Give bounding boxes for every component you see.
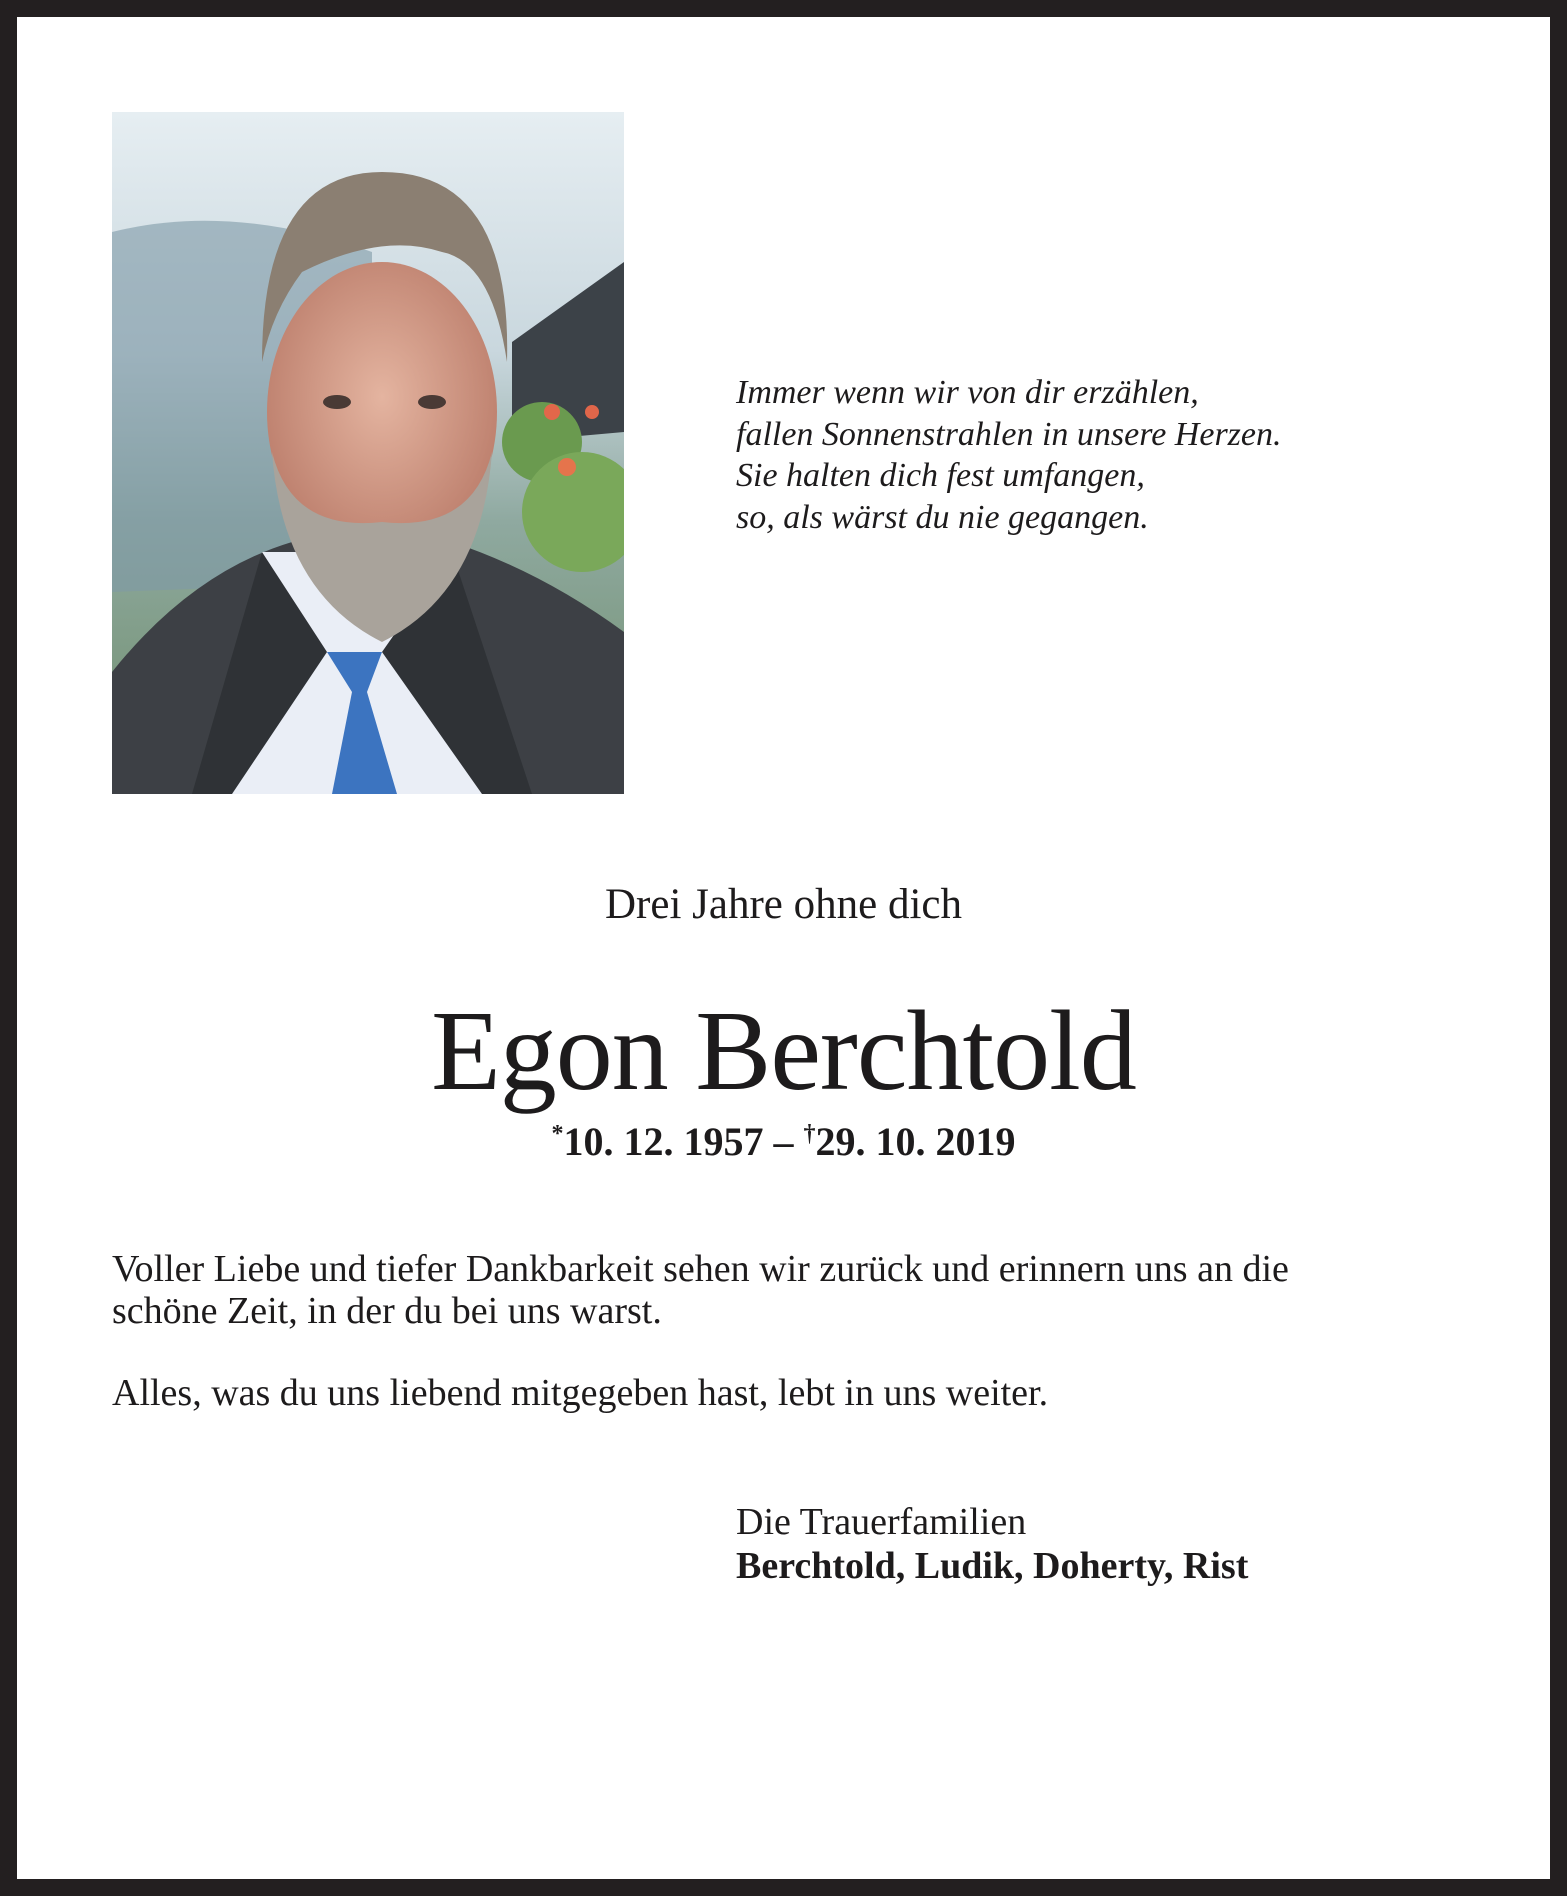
poem-line: Immer wenn wir von dir erzählen,	[736, 374, 1199, 411]
body-text	[112, 1248, 1289, 1454]
portrait-photo	[112, 112, 624, 794]
paragraph	[112, 1248, 1289, 1332]
date-separator: –	[763, 1119, 804, 1164]
poem	[736, 372, 1282, 538]
life-dates	[0, 1118, 1567, 1165]
deceased-name: Egon Berchtold	[431, 987, 1136, 1114]
body-line: schöne Zeit, in der du bei uns warst.	[112, 1290, 662, 1332]
birth-symbol: *	[551, 1121, 564, 1147]
paragraph: Alles, was du uns liebend mitgegeben hast, lebt in uns weiter.	[112, 1372, 1049, 1414]
poem-line: Sie halten dich fest umfangen,	[736, 457, 1145, 494]
birth-date: 10. 12. 1957	[563, 1119, 764, 1164]
signature-intro: Die Trauerfamilien	[736, 1501, 1027, 1543]
death-date: 29. 10. 2019	[815, 1119, 1016, 1164]
death-symbol: †	[803, 1121, 816, 1147]
subtitle: Drei Jahre ohne dich	[605, 881, 962, 928]
signature	[736, 1500, 1248, 1588]
body-line: Voller Liebe und tiefer Dankbarkeit sehen wir zurück und erinnern uns an die	[112, 1248, 1289, 1290]
poem-line: so, als wärst du nie gegangen.	[736, 498, 1149, 536]
poem-line: fallen Sonnenstrahlen in unsere Herzen.	[736, 415, 1282, 453]
signature-families: Berchtold, Ludik, Doherty, Rist	[736, 1545, 1249, 1587]
